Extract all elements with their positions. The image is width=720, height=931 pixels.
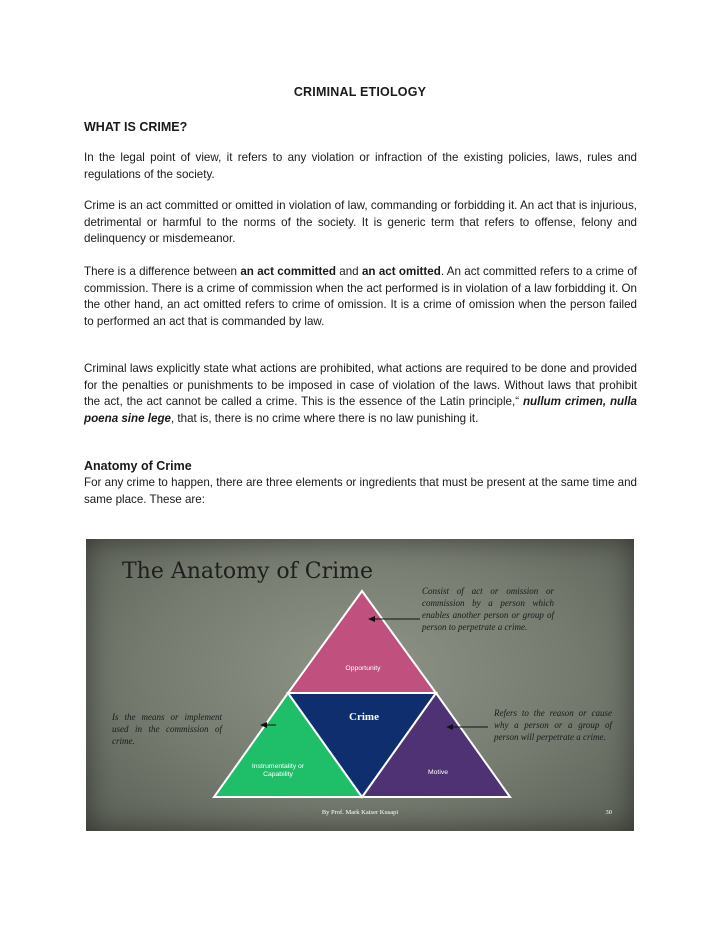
anatomy-heading: Anatomy of Crime	[84, 459, 192, 473]
anatomy-of-crime-figure	[86, 539, 634, 831]
text-run: and	[335, 265, 362, 278]
figure-page-number: 30	[605, 809, 612, 816]
figure-credit: By Prof. Mark Kaiser Kusapi	[321, 809, 399, 816]
bold-term-act-omitted: an act omitted	[361, 265, 441, 278]
label-opportunity: Opportunity	[345, 665, 381, 672]
bold-term-act-committed: an act committed	[240, 265, 336, 278]
paragraph-elements-intro: For any crime to happen, there are three elements or ingredients that must be present at the same time and same place. These are:	[84, 476, 637, 506]
paragraph-criminal-laws	[84, 361, 637, 427]
page-title: CRIMINAL ETIOLOGY	[293, 85, 427, 99]
latin-principle: nullum crimen, nulla poena sine lege	[84, 395, 638, 425]
label-motive: Motive	[427, 769, 449, 776]
opportunity-triangle	[288, 591, 436, 693]
text-run: . An act committed refers to a crime of commission. There is a crime of commission when the act performed is in violation of a law forbidding it. On the other hand, an act omitted refers to crime of omission. It is a crime of omission when the person failed to performed an act that is commanded by law.	[84, 265, 637, 328]
section-heading-what-is-crime: WHAT IS CRIME?	[84, 120, 188, 134]
arrow-motive	[446, 724, 488, 730]
figure-title: The Anatomy of Crime	[122, 559, 374, 584]
note-motive: Refers to the reason or cause why a person or a group of person will perpetrate a crime.	[494, 708, 612, 742]
label-instrumentality: Instrumentality or Capability	[251, 763, 305, 778]
text-run: , that is, there is no crime where there is no law punishing it.	[170, 411, 479, 425]
label-crime: Crime	[349, 711, 379, 723]
note-instrumentality: Is the means or implement used in the commission of crime.	[112, 712, 222, 746]
text-run: There is a difference between	[84, 265, 241, 278]
paragraph-commission-omission	[84, 264, 637, 330]
paragraph-legal-definition: In the legal point of view, it refers to any violation or infraction of the existing policies, laws, rules and regulations of the society.	[84, 151, 637, 181]
text-run: Criminal laws explicitly state what actions are prohibited, what actions are required to be done and provided for the penalties or punishments to be imposed in case of violation of the laws. Without laws that prohibit the act, the act cannot be called a crime. This is the essence of the Latin principle,“	[84, 362, 637, 409]
note-opportunity: Consist of act or omission or commission by a person which enables another person or group of person to perpetrate a crime.	[422, 586, 554, 632]
paragraph-crime-definition: Crime is an act committed or omitted in violation of law, commanding or forbidding it. An act that is injurious, detrimental or harmful to the norms of the society. It is generic term that refers to offense, felony and delinquency or misdemeanor.	[84, 199, 637, 246]
